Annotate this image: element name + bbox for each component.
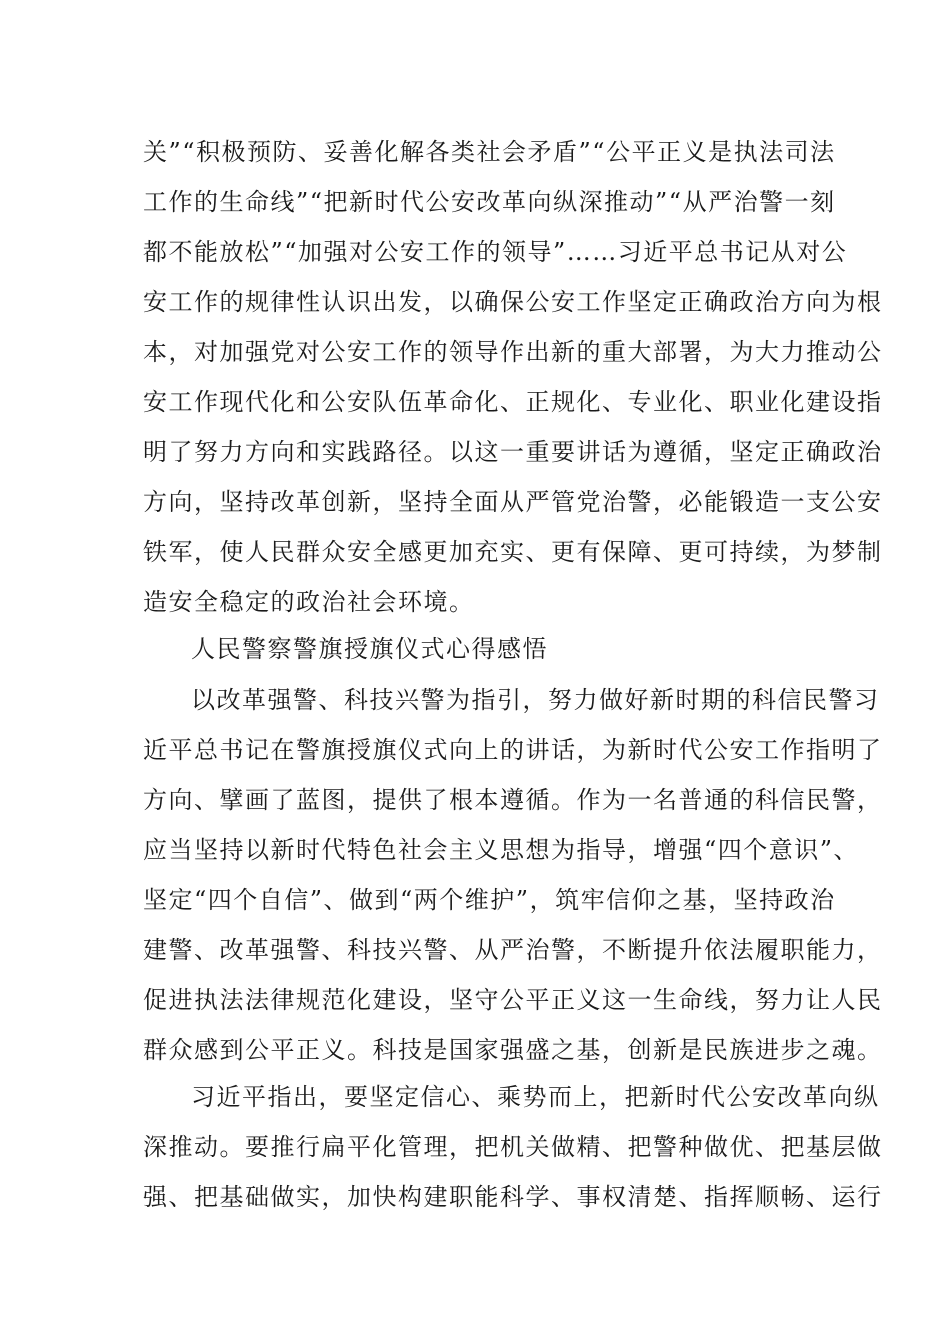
text-line: 铁军，使人民群众安全感更加充实、更有保障、更可持续，为梦制 (143, 538, 883, 566)
text-line: 深推动。要推行扁平化管理，把机关做精、把警种做优、把基层做 (143, 1133, 883, 1161)
text-line: 造安全稳定的政治社会环境。 (143, 588, 475, 616)
paragraph-reform (143, 1072, 883, 1222)
text-line: 关”“积极预防、妥善化解各类社会矛盾”“公平正义是执法司法 (143, 138, 836, 166)
text-line: 明了努力方向和实践路径。以这一重要讲话为遵循，坚定正确政治 (143, 438, 883, 466)
section-heading-block (143, 624, 813, 674)
text-line: 工作的生命线”“把新时代公安改革向纵深推动”“从严治警一刻 (143, 188, 836, 216)
text-line: 本，对加强党对公安工作的领导作出新的重大部署，为大力推动公 (143, 338, 883, 366)
text-line: 近平总书记在警旗授旗仪式向上的讲话，为新时代公安工作指明了 (143, 736, 883, 764)
text-line: 都不能放松”“加强对公安工作的领导”……习近平总书记从对公 (143, 238, 848, 266)
text-line: 促进执法法律规范化建设，坚守公平正义这一生命线，努力让人民 (143, 986, 883, 1014)
text-line: 方向、擘画了蓝图，提供了根本遵循。作为一名普通的科信民警， (143, 786, 883, 814)
text-line: 安工作现代化和公安队伍革命化、正规化、专业化、职业化建设指 (143, 388, 883, 416)
text-line: 安工作的规律性认识出发，以确保公安工作坚定正确政治方向为根 (143, 288, 883, 316)
paragraph-reflection (143, 675, 883, 1075)
text-line: 群众感到公平正义。科技是国家强盛之基，创新是民族进步之魂。 (143, 1036, 883, 1064)
text-line: 方向，坚持改革创新，坚持全面从严管党治警，必能锻造一支公安 (143, 488, 883, 516)
section-heading: 人民警察警旗授旗仪式心得感悟 (191, 635, 548, 663)
text-line: 习近平指出，要坚定信心、乘势而上，把新时代公安改革向纵 (191, 1083, 880, 1111)
text-line: 强、把基础做实，加快构建职能科学、事权清楚、指挥顺畅、运行 (143, 1183, 883, 1211)
text-line: 坚定“四个自信”、做到“两个维护”，筑牢信仰之基，坚持政治 (143, 886, 836, 914)
text-line: 应当坚持以新时代特色社会主义思想为指导，增强“四个意识”、 (143, 836, 860, 864)
text-line: 以改革强警、科技兴警为指引，努力做好新时期的科信民警习 (191, 686, 880, 714)
text-line: 建警、改革强警、科技兴警、从严治警，不断提升依法履职能力， (143, 936, 883, 964)
paragraph-continuation (143, 127, 883, 627)
